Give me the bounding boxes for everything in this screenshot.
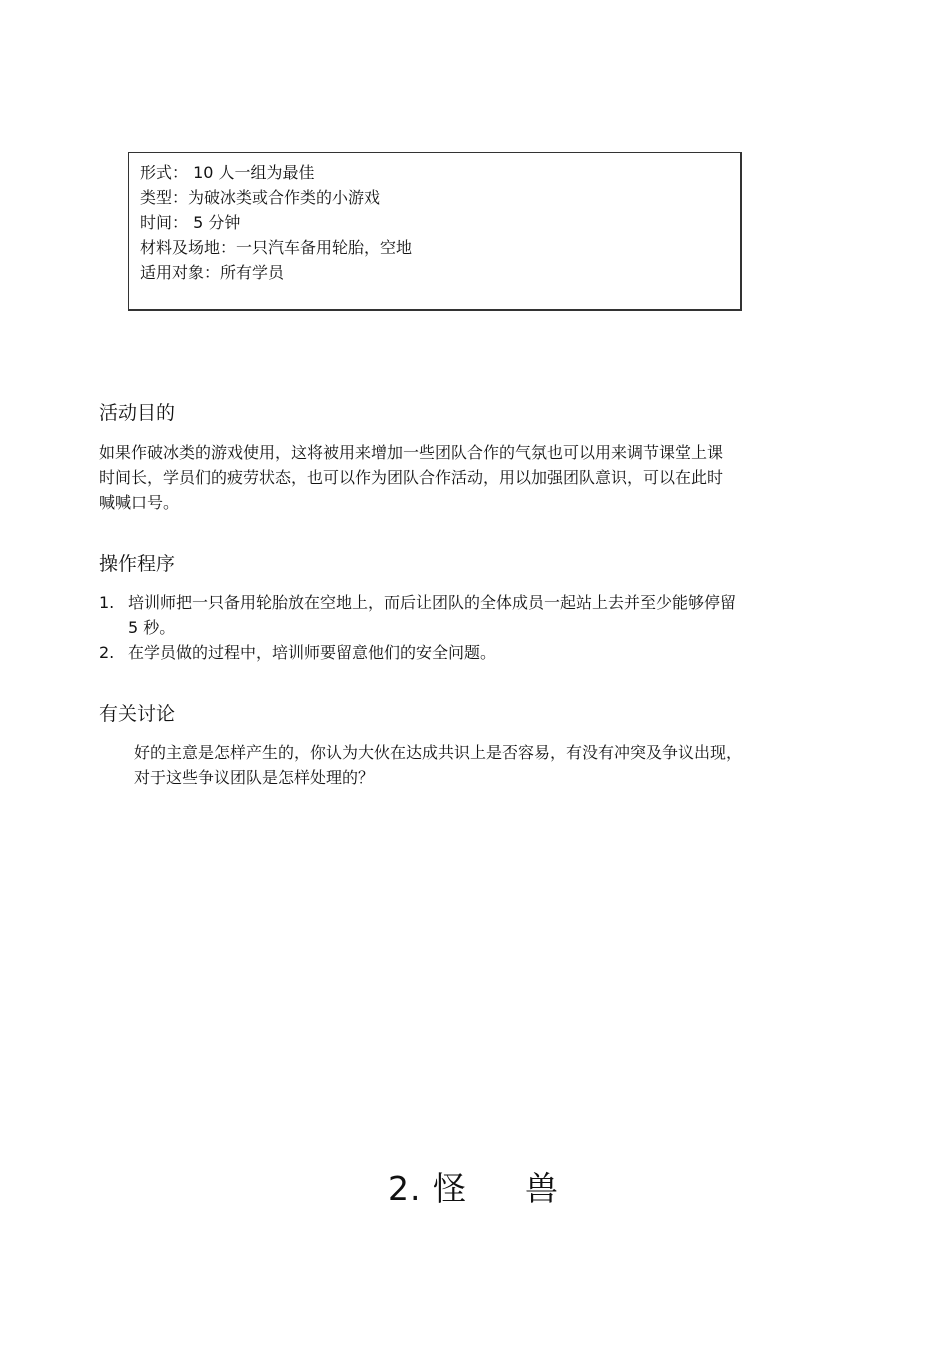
step-text: 培训师把一只备用轮胎放在空地上，而后让团队的全体成员一起站上去并至少能够停留 [128,593,737,612]
procedure-title: 操作程序 [99,553,176,575]
game-info-box [128,152,742,311]
procedure-step [99,640,819,665]
info-audience: 适用对象：所有学员 [140,263,285,282]
heading-char: 兽 [525,1169,559,1208]
step-text: 在学员做的过程中，培训师要留意他们的安全问题。 [128,643,497,662]
step-number: 2. [99,643,115,662]
discussion-line: 好的主意是怎样产生的，你认为大伙在达成共识上是否容易，有没有冲突及争议出现， [134,743,743,762]
procedure-step [99,590,819,640]
info-time: 时间： 5 分钟 [140,213,241,232]
purpose-line: 如果作破冰类的游戏使用，这将被用来增加一些团队合作的气氛也可以用来调节课堂上课 [99,443,724,462]
step-number: 1. [99,593,115,612]
info-materials: 材料及场地：一只汽车备用轮胎，空地 [140,238,413,257]
purpose-paragraph [99,440,819,515]
discussion-title: 有关讨论 [99,703,176,725]
purpose-line: 喊喊口号。 [99,493,180,512]
step-text: 5 秒。 [128,618,176,637]
info-form: 形式： 10 人一组为最佳 [140,163,315,182]
discussion-line: 对于这些争议团队是怎样处理的？ [134,768,375,787]
heading-char: 怪 [433,1169,467,1208]
procedure-list [99,590,819,665]
next-game-heading [388,1166,559,1212]
purpose-title: 活动目的 [99,402,176,424]
discussion-paragraph [134,740,824,790]
purpose-line: 时间长，学员们的疲劳状态，也可以作为团队合作活动，用以加强团队意识，可以在此时 [99,468,724,487]
info-type: 类型：为破冰类或合作类的小游戏 [140,188,381,207]
heading-number: 2. [388,1169,422,1208]
